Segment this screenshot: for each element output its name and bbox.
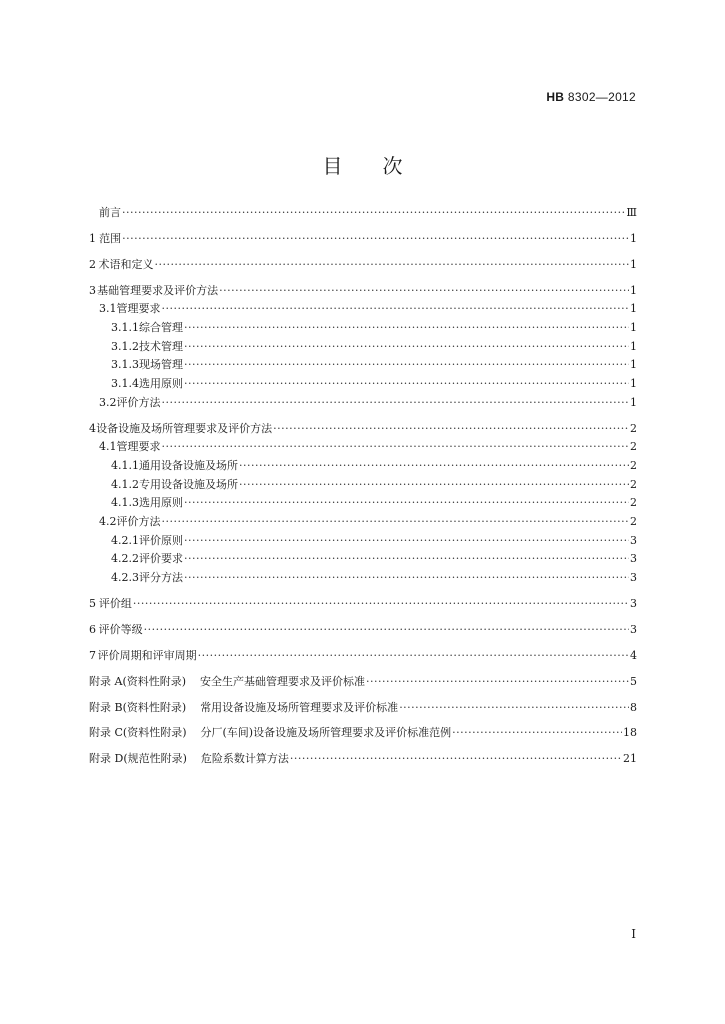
toc-entry-leader	[184, 356, 629, 375]
toc-entry-label: 评价方法	[116, 515, 161, 529]
standard-code	[546, 90, 636, 104]
toc-entry-label: 范围	[99, 231, 122, 245]
toc-entry-page: 1	[630, 302, 637, 316]
toc-entry-label: 现场管理	[139, 358, 183, 372]
toc-entry-page: 3	[630, 533, 637, 547]
toc-entry-leader	[184, 532, 629, 551]
toc-entry-leader	[122, 230, 629, 249]
toc-entry-leader	[184, 375, 629, 394]
toc-entry[interactable]	[89, 673, 637, 692]
toc-entry[interactable]	[89, 494, 637, 513]
toc-entry-page: 5	[630, 674, 637, 688]
toc-entry-leader	[399, 699, 629, 718]
toc-entry-leader	[239, 476, 629, 495]
toc-entry-number: 3	[89, 283, 96, 297]
toc-entry-label: 基础管理要求及评价方法	[97, 283, 219, 297]
toc-entry-page: 2	[630, 496, 637, 510]
toc-entry[interactable]	[89, 375, 637, 394]
toc-entry-number: 4.1.1	[111, 459, 139, 472]
page-title	[0, 150, 725, 179]
toc-entry-number: 4.2.2	[111, 552, 139, 566]
page-title-left: 目	[322, 154, 343, 178]
toc-entry-leader	[452, 724, 622, 743]
toc-entry-page: 3	[630, 552, 637, 566]
toc-entry-leader	[184, 494, 629, 513]
toc-entry-leader	[184, 550, 629, 569]
toc-entry[interactable]	[89, 569, 637, 588]
toc-entry-number: 3.2	[99, 395, 117, 409]
toc-entry[interactable]	[89, 438, 637, 457]
toc-entry[interactable]	[89, 420, 637, 439]
toc-entry-label: 技术管理	[139, 339, 183, 353]
toc-entry-leader	[198, 647, 629, 666]
toc-entry-page: 3	[630, 597, 637, 610]
toc-entry-number: 5	[89, 597, 96, 610]
toc-entry[interactable]	[89, 282, 637, 301]
toc-entry[interactable]	[89, 457, 637, 476]
toc-entry-label: 评分方法	[139, 571, 183, 585]
toc-entry-leader	[162, 300, 630, 319]
toc-entry-leader	[184, 569, 629, 588]
toc-entry-label: 选用原则	[139, 377, 183, 391]
toc-entry-number: 4.1.2	[111, 477, 139, 491]
toc-entry[interactable]	[89, 513, 637, 532]
toc-entry-page: 21	[623, 752, 637, 766]
toc-entry-number: 附录 C	[89, 726, 123, 740]
toc-entry-page: 1	[630, 358, 637, 372]
toc-entry-number: 附录 A	[89, 674, 123, 688]
toc-entry-leader	[219, 282, 629, 301]
toc-entry[interactable]	[89, 256, 637, 275]
toc-entry-label: 评价原则	[139, 533, 183, 547]
toc-entry[interactable]	[89, 550, 637, 569]
toc-entry[interactable]	[89, 621, 637, 640]
table-of-contents	[89, 204, 637, 769]
toc-entry-leader	[154, 256, 629, 275]
toc-entry-appendix-type: (规范性附录)	[123, 752, 187, 766]
toc-entry-label: 评价周期和评审周期	[97, 648, 197, 662]
toc-entry-page: 18	[623, 726, 637, 740]
toc-entry-label: 管理要求	[116, 440, 161, 454]
toc-entry-leader	[162, 438, 630, 457]
toc-entry[interactable]	[89, 319, 637, 338]
toc-entry-leader	[290, 750, 622, 769]
standard-code-prefix: HB	[546, 90, 565, 104]
toc-entry-label: 通用设备设施及场所	[139, 459, 238, 472]
toc-entry[interactable]	[89, 476, 637, 495]
toc-entry[interactable]	[89, 204, 637, 223]
toc-entry-number: 3.1.2	[111, 339, 139, 353]
toc-entry-page: 1	[630, 395, 637, 409]
toc-entry-label: 评价方法	[116, 395, 161, 409]
toc-entry-page: 2	[630, 515, 637, 529]
toc-entry-leader	[184, 319, 629, 338]
toc-entry-label: 专用设备设施及场所	[139, 477, 238, 491]
toc-entry-leader	[122, 204, 625, 223]
toc-entry-appendix-type: (资料性附录)	[122, 726, 187, 740]
toc-entry[interactable]	[89, 724, 637, 743]
toc-entry-label: 前言	[99, 206, 122, 219]
toc-entry-page: 1	[630, 321, 637, 334]
toc-entry-page: 1	[630, 257, 637, 271]
toc-entry-leader	[184, 338, 629, 357]
toc-entry-label: 常用设备设施及场所管理要求及评价标准	[200, 700, 399, 714]
toc-entry-number: 2	[89, 257, 96, 271]
toc-entry-leader	[144, 621, 629, 640]
toc-entry-page: 2	[630, 440, 637, 454]
toc-entry-page: 1	[630, 283, 637, 297]
toc-entry-page: 4	[630, 648, 637, 662]
toc-entry-label: 设备设施及场所管理要求及评价方法	[96, 421, 273, 435]
toc-entry-number: 3.1.3	[111, 358, 139, 372]
toc-entry-number: 1	[89, 231, 96, 245]
toc-entry[interactable]	[89, 394, 637, 413]
toc-entry-leader	[133, 595, 629, 614]
toc-entry-label: 选用原则	[139, 496, 183, 510]
toc-entry-page: 8	[630, 700, 637, 714]
toc-entry-page: 2	[630, 459, 637, 472]
toc-entry-number: 7	[89, 648, 96, 662]
toc-entry-number: 4.1.3	[111, 496, 139, 510]
toc-entry-label: 危险系数计算方法	[200, 752, 289, 766]
toc-entry[interactable]	[89, 532, 637, 551]
toc-entry-page: 1	[630, 339, 637, 353]
page-number: I	[631, 927, 636, 941]
toc-entry-label: 安全生产基础管理要求及评价标准	[200, 674, 366, 688]
toc-entry-leader	[273, 420, 629, 439]
toc-entry-leader	[239, 457, 629, 476]
toc-entry-page: 2	[630, 421, 637, 435]
toc-entry-label: 术语和定义	[98, 257, 154, 271]
page-title-right: 次	[382, 154, 403, 178]
toc-entry-appendix-type: (资料性附录)	[122, 674, 187, 688]
toc-entry[interactable]	[89, 338, 637, 357]
toc-entry-number: 3.1.4	[111, 377, 139, 391]
toc-entry-number: 附录 D	[89, 752, 124, 766]
toc-entry-page: 1	[630, 231, 637, 245]
toc-entry[interactable]	[89, 300, 637, 319]
toc-entry-label: 评价组	[98, 597, 132, 610]
toc-entry-leader	[162, 394, 630, 413]
toc-entry-label: 管理要求	[116, 302, 161, 316]
toc-entry-number: 4.2.1	[111, 533, 139, 547]
toc-entry[interactable]	[89, 595, 637, 614]
toc-entry-label: 分厂(车间)设备设施及场所管理要求及评价标准范例	[200, 726, 452, 740]
toc-entry-number: 4.2.3	[111, 571, 139, 585]
toc-entry[interactable]	[89, 647, 637, 666]
toc-entry-number: 4	[89, 421, 96, 435]
toc-entry-number: 3.1	[99, 302, 117, 316]
toc-entry-label: 综合管理	[139, 321, 183, 334]
standard-code-number: 8302—2012	[567, 90, 636, 104]
toc-entry-label: 评价要求	[139, 552, 183, 566]
toc-entry-leader	[366, 673, 629, 692]
toc-entry-label: 评价等级	[98, 622, 143, 636]
toc-entry-page: 3	[630, 571, 637, 585]
toc-entry-number: 4.2	[99, 515, 117, 529]
toc-entry[interactable]	[89, 750, 637, 769]
toc-entry-number: 6	[89, 622, 96, 636]
toc-entry-page: Ⅲ	[626, 206, 637, 219]
toc-entry-number: 4.1	[99, 440, 117, 454]
toc-entry-number: 3.1.1	[111, 321, 139, 334]
toc-entry[interactable]	[89, 699, 637, 718]
toc-entry-page: 2	[630, 477, 637, 491]
toc-entry-appendix-type: (资料性附录)	[122, 700, 187, 714]
toc-entry-page: 1	[630, 377, 637, 391]
toc-entry[interactable]	[89, 356, 637, 375]
toc-entry-number: 附录 B	[89, 700, 123, 714]
toc-entry[interactable]	[89, 230, 637, 249]
toc-entry-page: 3	[630, 622, 637, 636]
toc-entry-leader	[162, 513, 630, 532]
